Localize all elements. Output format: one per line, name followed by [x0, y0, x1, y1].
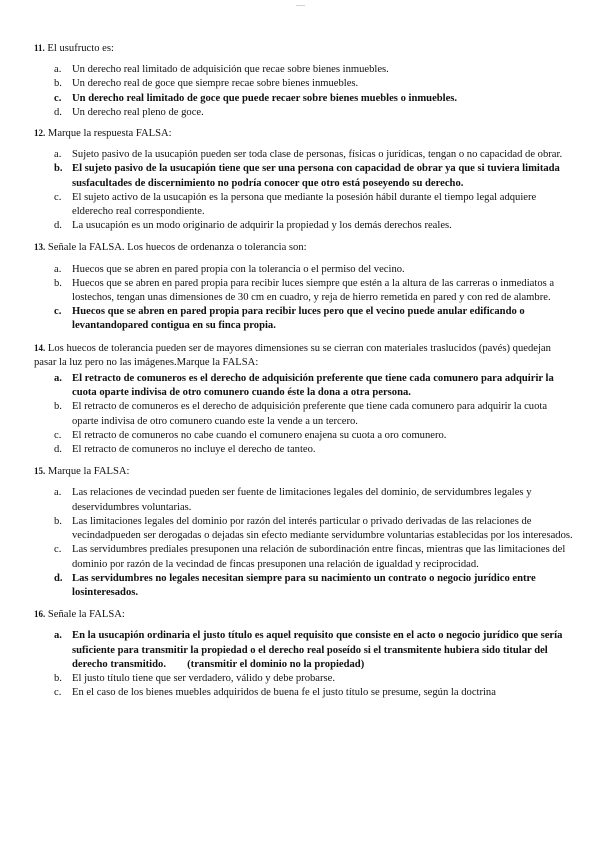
option-letter: b.	[54, 515, 62, 527]
question-12	[34, 126, 574, 233]
option-a-correct[interactable]	[34, 372, 574, 400]
question-15	[34, 464, 574, 600]
question-prompt	[34, 341, 574, 370]
option-text: Las servidumbres no legales necesitan siempre para su nacimiento un contrato o negocio jurídico entre losinteresados.	[72, 572, 536, 598]
option-letter: b.	[54, 401, 62, 413]
option-list	[34, 148, 574, 233]
option-list	[34, 486, 574, 600]
option-text: El justo título tiene que ser verdadero, válido y debe probarse.	[72, 672, 335, 684]
option-b[interactable]	[34, 400, 574, 428]
option-d-correct[interactable]	[34, 572, 574, 600]
option-text: Un derecho real pleno de goce.	[72, 106, 204, 118]
question-16	[34, 607, 574, 700]
option-c[interactable]	[34, 543, 574, 571]
option-text: Huecos que se abren en pared propia con la tolerancia o el permiso del vecino.	[72, 263, 405, 275]
option-letter: d.	[54, 220, 62, 232]
option-letter: c.	[54, 544, 62, 556]
option-text: Las servidumbres prediales presuponen una relación de subordinación entre fincas, mientras que las limitaciones del dominio por razón de la vecindad de fincas presuponen una relación de igualdad y reciprocidad.	[72, 544, 566, 570]
question-text: El usufructo es:	[47, 43, 114, 54]
option-text: Huecos que se abren en pared propia para recibir luces siempre que estén a la altura de las carreras o inmediatos a lostechos, tengan unas dimensiones de 30 cm en cuadro, y reja de hierro remetida en pared y con red de alambre.	[72, 277, 555, 304]
option-text: Un derecho real de goce que siempre recae sobre bienes inmuebles.	[72, 78, 359, 90]
question-prompt	[34, 464, 574, 479]
option-text: Sujeto pasivo de la usucapión pueden ser toda clase de personas, físicas o jurídicas, tengan o no capacidad de obrar.	[72, 149, 563, 161]
option-text: Huecos que se abren en pared propia para recibir luces pero que el vecino puede anular edificando o levantandopared contigua en su finca propia.	[72, 306, 525, 332]
option-text: El sujeto pasivo de la usucapión tiene que ser una persona con capacidad de obrar ya que si tuviera limitada susfacultades de discernimiento no podría conocer que otro está poseyendo su derecho.	[72, 163, 560, 189]
option-letter: a.	[54, 373, 62, 385]
question-number: 13.	[34, 242, 46, 253]
question-text: Marque la FALSA:	[47, 466, 130, 478]
option-letter: c.	[54, 191, 62, 203]
question-14	[34, 341, 574, 458]
question-text: Los huecos de tolerancia pueden ser de mayores dimensiones su se cierran con materiales traslucidos (pavés) quedejan pasar la luz pero no las imágenes.Marque la FALSA:	[34, 342, 551, 368]
option-letter: b.	[54, 277, 62, 289]
option-text: En el caso de los bienes muebles adquiridos de buena fe el justo título se presume, según la doctrina	[72, 687, 496, 699]
option-a[interactable]	[34, 148, 574, 162]
question-text: Señale la FALSA. Los huecos de ordenanza o tolerancia son:	[47, 242, 307, 254]
question-list	[34, 41, 574, 707]
question-number: 11.	[34, 43, 45, 53]
option-letter: a.	[54, 487, 62, 499]
option-letter: b.	[54, 672, 62, 684]
option-letter: a.	[54, 149, 62, 161]
option-text: El retracto de comuneros no incluye el derecho de tanteo.	[72, 444, 316, 456]
question-text: Marque la respuesta FALSA:	[47, 128, 172, 140]
option-list	[34, 372, 574, 457]
option-c[interactable]	[34, 191, 574, 219]
option-letter: d.	[54, 572, 63, 584]
option-a-correct[interactable]	[34, 629, 574, 672]
option-c[interactable]	[34, 429, 574, 443]
question-number: 15.	[34, 466, 46, 477]
option-b[interactable]	[34, 77, 574, 91]
header-mark: ___	[296, 1, 305, 7]
option-letter: b.	[54, 163, 63, 175]
option-d[interactable]	[34, 443, 574, 457]
option-b[interactable]	[34, 672, 574, 686]
option-text: El retracto de comuneros es el derecho de adquisición preferente que tiene cada comunero para adquirir la cuota oparte indivisa de otro comunero cuando éste la dona a otra persona.	[72, 373, 554, 399]
option-d[interactable]	[34, 219, 574, 233]
option-text: El retracto de comuneros es el derecho de adquisición preferente que tiene cada comunero para adquirir la cuota oparte indivisa de otro comunero cuando este la vende a un tercero.	[72, 401, 548, 427]
question-11	[34, 41, 574, 120]
option-letter: a.	[54, 263, 62, 275]
question-number: 12.	[34, 128, 46, 139]
option-letter: b.	[54, 78, 62, 90]
option-letter: a.	[54, 64, 62, 76]
question-13	[34, 240, 574, 333]
option-text: Un derecho real limitado de goce que puede recaer sobre bienes muebles o inmuebles.	[72, 92, 458, 104]
option-c[interactable]	[34, 686, 574, 700]
option-letter: d.	[54, 106, 62, 118]
question-number: 14.	[34, 342, 46, 353]
option-text: Las limitaciones legales del dominio por razón del interés particular o privado derivadas de las relaciones de vecindadpueden ser derogadas o dejadas sin efecto mediante servidumbre voluntarias establecidas por los interesados.	[72, 515, 573, 542]
option-text: Las relaciones de vecindad pueden ser fuente de limitaciones legales del dominio, de servidumbres legales y deservidumbres voluntarias.	[72, 487, 532, 513]
option-b[interactable]	[34, 515, 574, 543]
option-letter: d.	[54, 444, 62, 456]
question-number: 16.	[34, 609, 46, 620]
option-list	[34, 63, 574, 120]
option-d[interactable]	[34, 106, 574, 120]
question-text: Señale la FALSA:	[47, 609, 125, 621]
option-text: Un derecho real limitado de adquisición que recae sobre bienes inmuebles.	[72, 64, 389, 76]
option-a[interactable]	[34, 63, 574, 77]
option-letter: a.	[54, 630, 62, 642]
option-list	[34, 263, 574, 334]
question-prompt	[34, 41, 574, 56]
option-a[interactable]	[34, 263, 574, 277]
question-prompt	[34, 607, 574, 622]
option-letter: c.	[54, 306, 62, 318]
question-prompt	[34, 240, 574, 255]
option-c-correct[interactable]	[34, 92, 574, 106]
option-a[interactable]	[34, 486, 574, 514]
option-letter: c.	[54, 429, 62, 441]
option-text: En la usucapión ordinaria el justo título es aquel requisito que consiste en el acto o negocio jurídico que sería suficiente para transmitir la propiedad o el derecho real poseído si el transmitente hubiera sido titular del derecho transmitido. (transmitir el dominio no la propiedad)	[72, 630, 566, 670]
option-list	[34, 629, 574, 700]
question-prompt	[34, 126, 574, 141]
option-b[interactable]	[34, 277, 574, 305]
option-c-correct[interactable]	[34, 305, 574, 333]
option-text: El retracto de comuneros no cabe cuando el comunero enajena su cuota a oro comunero.	[72, 429, 447, 441]
option-letter: c.	[54, 92, 62, 104]
option-text: La usucapión es un modo originario de adquirir la propiedad y los demás derechos reales.	[72, 220, 452, 232]
option-letter: c.	[54, 687, 62, 699]
option-b-correct[interactable]	[34, 162, 574, 190]
option-text: El sujeto activo de la usucapión es la persona que mediante la posesión hábil durante el tiempo legal adquiere elderecho real correspondiente.	[72, 191, 537, 218]
